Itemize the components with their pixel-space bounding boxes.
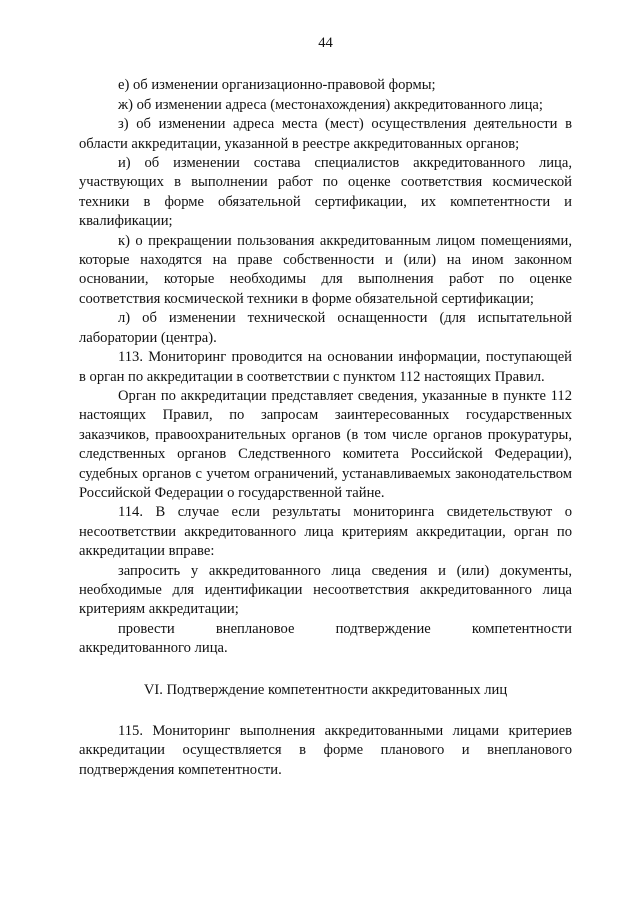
paragraph-113: 113. Мониторинг проводится на основании информации, поступающей в орган по аккредитации в соответствии с пунктом 112 настоящих Правил. xyxy=(79,349,572,385)
paragraph-organ: Орган по аккредитации представляет сведения, указанные в пункте 112 настоящих Правил, по запросам заинтересованных государственных заказчиков, правоохранительных органов (в том числе органов прокуратуры, следственных органов Следственного комитета Российской Федерации), судебных органов с учетом ограничений, устанавливаемых законодательством Российской Федерации о государственной тайне. xyxy=(79,387,572,501)
paragraph-zh: ж) об изменении адреса (местонахождения) аккредитованного лица; xyxy=(118,96,543,113)
paragraph-request: запросить у аккредитованного лица сведения и (или) документы, необходимые для идентификации несоответствия аккредитованного лица критериям аккредитации; xyxy=(79,562,572,618)
section-heading: VI. Подтверждение компетентности аккредитованных лиц xyxy=(143,681,508,698)
page-number: 44 xyxy=(318,35,333,51)
paragraph-k: к) о прекращении пользования аккредитованным лицом помещениями, которые находятся на праве собственности и (или) на ином законном основании, которые необходимы для выполнения работ по оценке соответствия космической техники в форме обязательной сертификации; xyxy=(79,232,572,307)
paragraph-i: и) об изменении состава специалистов аккредитованного лица, участвующих в выполнении работ по оценке соответствия космической техники в форме обязательной сертификации, их компетентности и квалификации; xyxy=(79,155,572,230)
paragraph-e: е) об изменении организационно-правовой формы; xyxy=(118,77,436,94)
paragraph-l: л) об изменении технической оснащенности (для испытательной лаборатории (центра). xyxy=(79,310,572,346)
paragraph-114: 114. В случае если результаты мониторинга свидетельствуют о несоответствии аккредитованного лица критериям аккредитации, орган по аккредитации вправе: xyxy=(79,504,572,560)
paragraph-z: з) об изменении адреса места (мест) осуществления деятельности в области аккредитации, указанной в реестре аккредитованных органов; xyxy=(79,116,572,152)
paragraph-conduct: провести внеплановое подтверждение компетентности аккредитованного лица. xyxy=(79,620,572,657)
paragraph-115: 115. Мониторинг выполнения аккредитованными лицами критериев аккредитации осуществляется в форме планового и внепланового подтверждения компетентности. xyxy=(79,723,572,778)
